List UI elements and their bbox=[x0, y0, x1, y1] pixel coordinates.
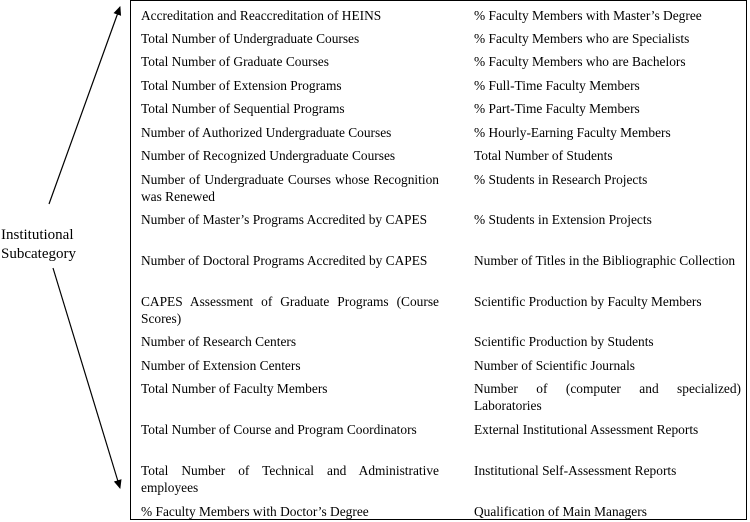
left-indicator: CAPES Assessment of Graduate Programs (Course Scores) bbox=[141, 294, 439, 326]
right-indicator: % Students in Research Projects bbox=[474, 172, 648, 187]
left-indicator: Number of Master’s Programs Accredited by CAPES bbox=[141, 212, 428, 227]
right-indicator: Number of Scientific Journals bbox=[474, 358, 636, 373]
left-indicator: Total Number of Course and Program Coordinators bbox=[141, 422, 417, 437]
right-indicator: % Faculty Members who are Specialists bbox=[474, 31, 690, 46]
left-indicator: Total Number of Sequential Programs bbox=[141, 101, 345, 116]
right-indicator: Total Number of Students bbox=[474, 148, 613, 163]
up-arrow bbox=[49, 7, 120, 204]
indicator-table bbox=[130, 0, 747, 520]
left-indicator: Total Number of Faculty Members bbox=[141, 381, 328, 396]
right-indicator: % Part-Time Faculty Members bbox=[474, 101, 640, 116]
right-indicator: Scientific Production by Faculty Members bbox=[474, 294, 702, 309]
down-arrow bbox=[53, 268, 120, 488]
left-indicator: Number of Research Centers bbox=[141, 334, 297, 349]
right-indicator: % Faculty Members who are Bachelors bbox=[474, 54, 686, 69]
right-indicator: Number of (computer and specialized) Laboratories bbox=[474, 381, 741, 413]
right-indicator: Scientific Production by Students bbox=[474, 334, 654, 349]
left-indicator: % Faculty Members with Doctor’s Degree bbox=[141, 504, 369, 519]
right-indicator: % Students in Extension Projects bbox=[474, 212, 652, 227]
left-indicator: Total Number of Undergraduate Courses bbox=[141, 31, 360, 46]
left-indicator: Number of Doctoral Programs Accredited by CAPES bbox=[141, 253, 428, 268]
left-indicator: Total Number of Technical and Administrative employees bbox=[141, 463, 439, 495]
left-indicator: Accreditation and Reaccreditation of HEINS bbox=[141, 8, 382, 23]
left-indicator: Number of Extension Centers bbox=[141, 358, 301, 373]
right-indicator: % Hourly-Earning Faculty Members bbox=[474, 125, 671, 140]
side-label-line-1: Institutional bbox=[1, 227, 74, 243]
side-label-line-2: Subcategory bbox=[1, 246, 76, 262]
right-indicator: % Full-Time Faculty Members bbox=[474, 78, 640, 93]
left-indicator: Number of Undergraduate Courses whose Recognition was Renewed bbox=[141, 172, 439, 204]
right-indicator: External Institutional Assessment Reports bbox=[474, 422, 699, 437]
institutional-subcategory-label bbox=[1, 226, 76, 264]
right-indicator: Institutional Self-Assessment Reports bbox=[474, 463, 677, 478]
left-indicator: Number of Recognized Undergraduate Courses bbox=[141, 148, 396, 163]
left-indicator: Total Number of Extension Programs bbox=[141, 78, 342, 93]
right-indicator: % Faculty Members with Master’s Degree bbox=[474, 8, 702, 23]
right-indicator: Qualification of Main Managers bbox=[474, 504, 647, 519]
right-indicator: Number of Titles in the Bibliographic Collection bbox=[474, 253, 736, 268]
left-indicator: Number of Authorized Undergraduate Courses bbox=[141, 125, 392, 140]
left-indicator: Total Number of Graduate Courses bbox=[141, 54, 329, 69]
